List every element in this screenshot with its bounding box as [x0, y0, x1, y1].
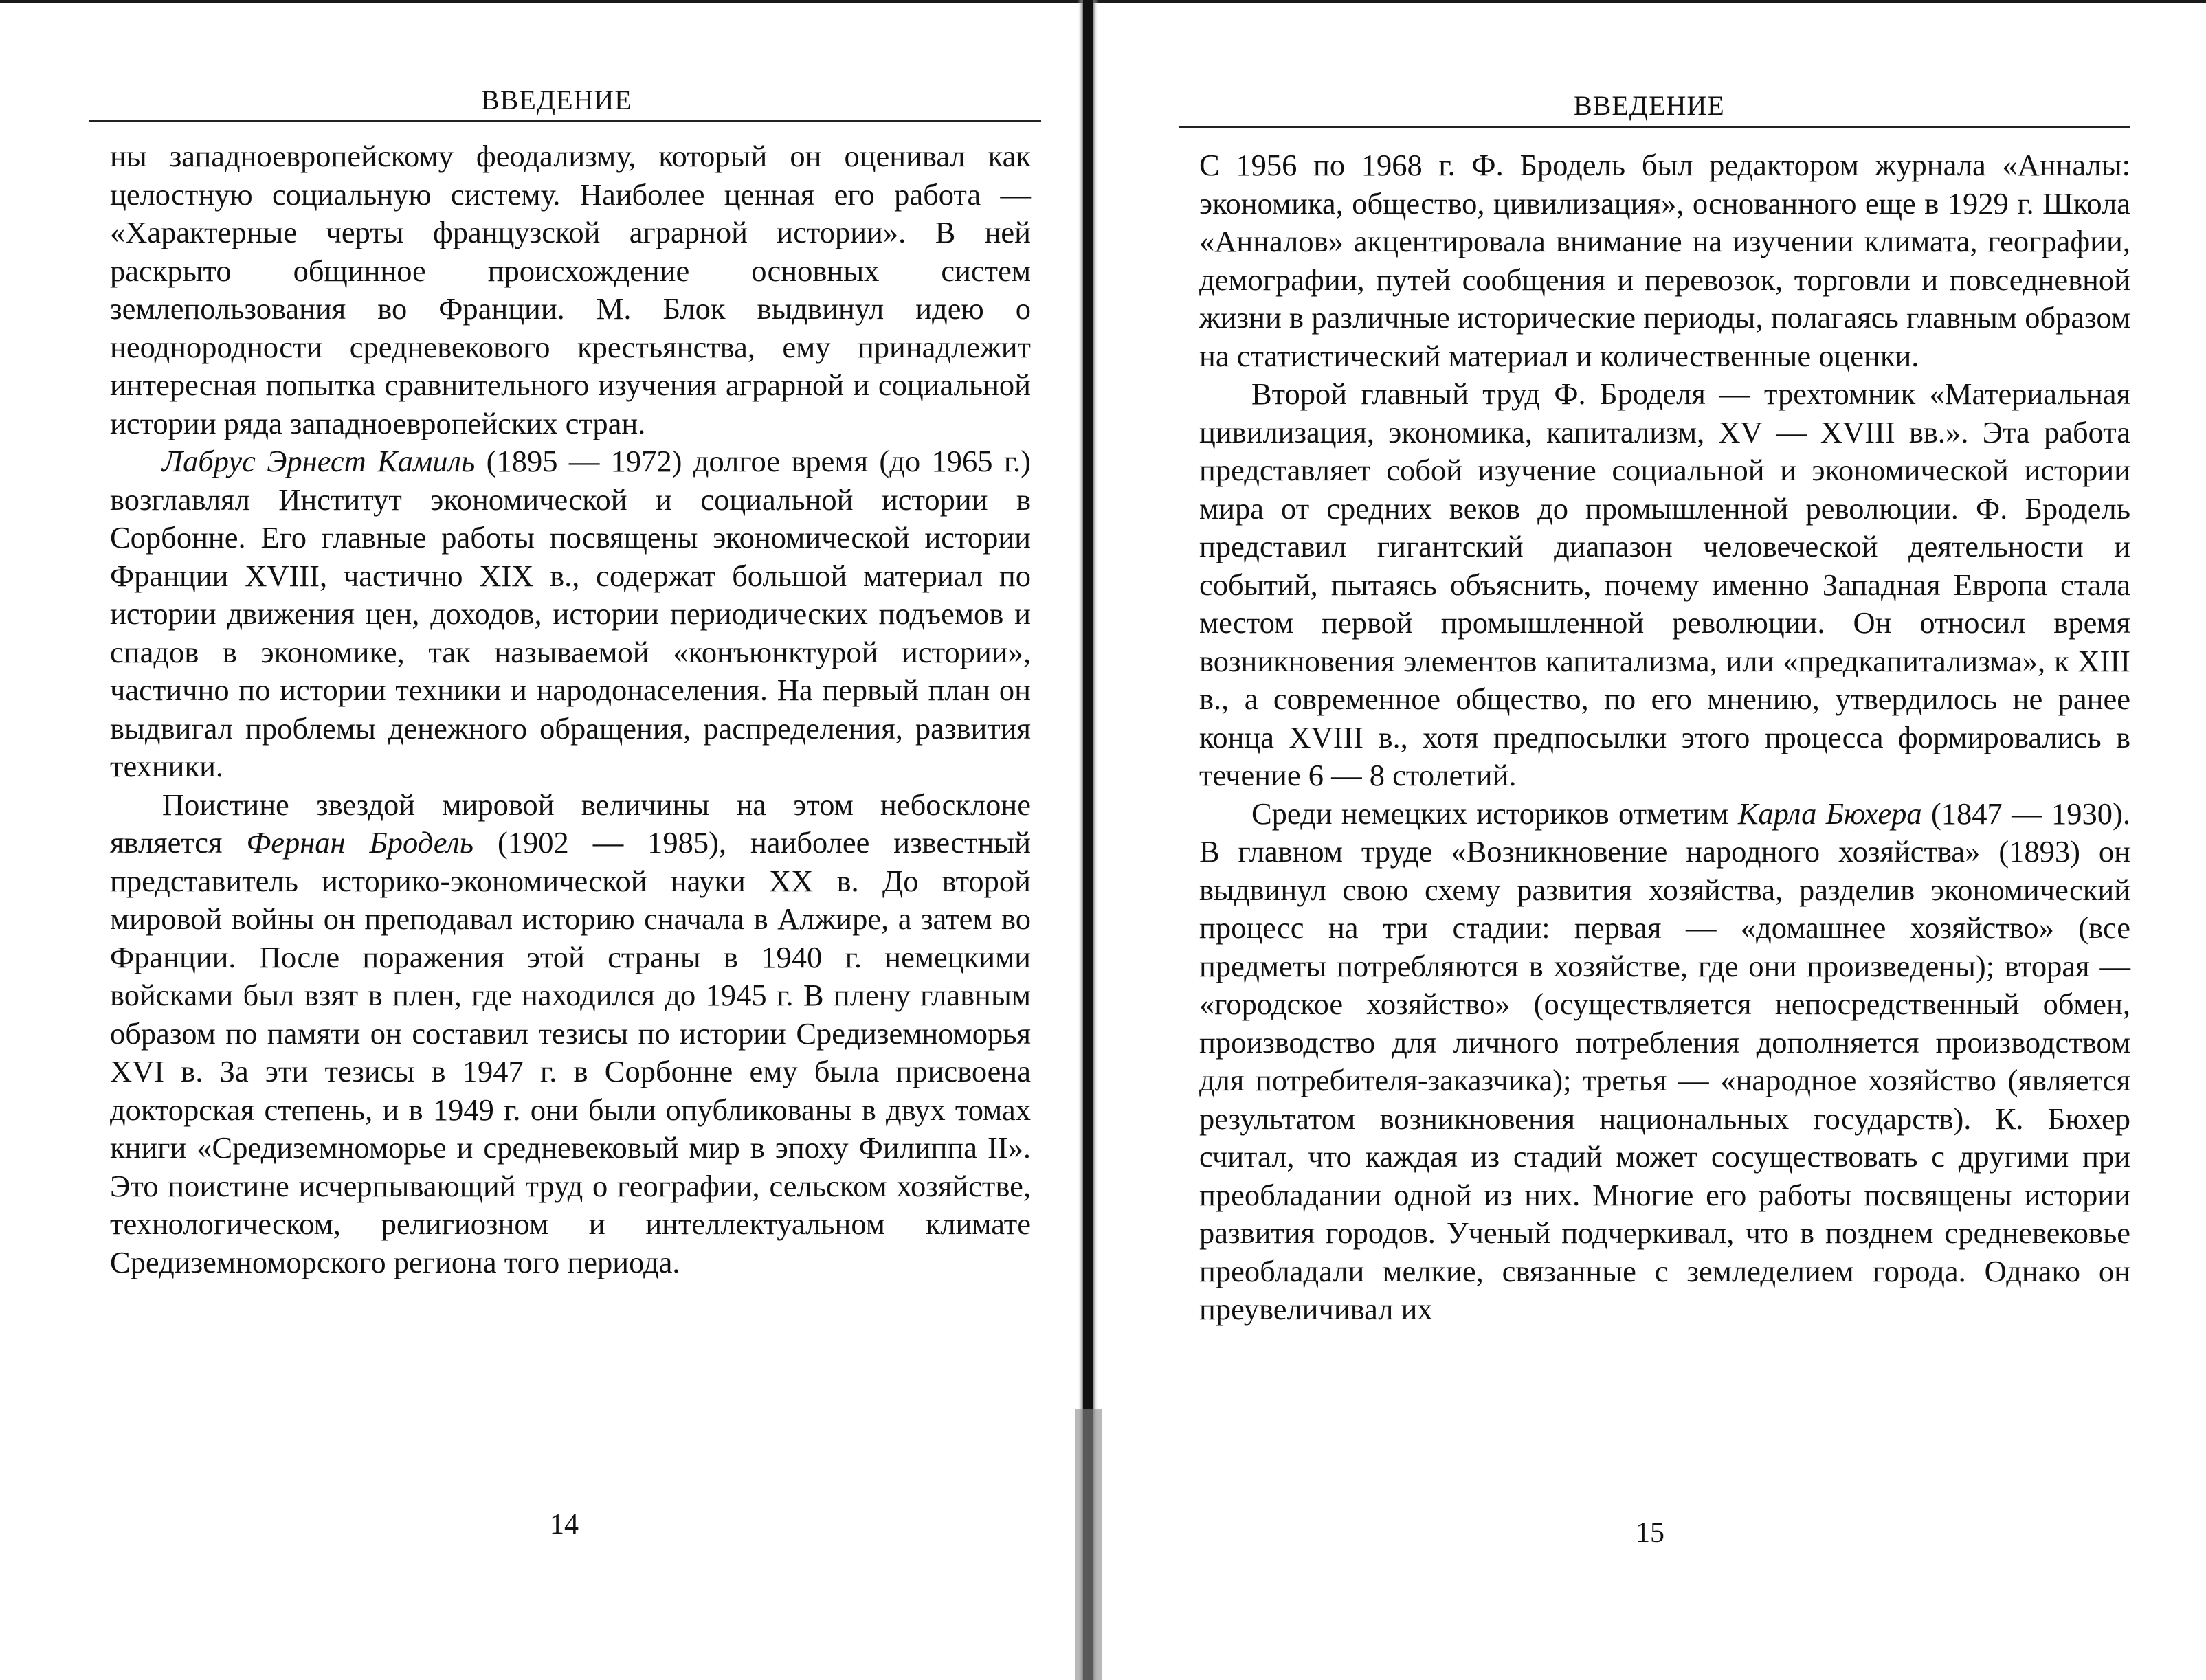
page-body — [1199, 146, 2130, 1329]
text-segment: (1895 — 1972) долгое время (до 1965 г.) возглавлял Институт экономической и социальной истории в Сорбонне. Его главные работы посвящены экономической истории Франции XVIII, частично XIX в., содержат большой материал по истории движения цен, доходов, истории периодических подъемов и спадов в экономике, так называемой «конъюнктурой истории», частично по истории техники и народонаселения. На первый план он выдвигал проблемы денежного обращения, распределения, развития техники. — [110, 444, 1031, 783]
paragraph — [110, 786, 1031, 1282]
text-segment: С 1956 по 1968 г. Ф. Бродель был редактором журнала «Анналы: экономика, общество, цивилизация», основанного еще в 1929 г. Школа «Анналов» акцентировала внимание на изучении климата, географии, демографии, путей сообщения и перевозок, торговли и повседневной жизни в различные исторические периоды, полагаясь главным образом на статистический материал и количественные оценки. — [1199, 148, 2130, 373]
paragraph — [110, 443, 1031, 786]
paragraph — [110, 137, 1031, 443]
text-segment: (1847 — 1930). В главном труде «Возникновение народного хозяйства» (1893) он выдвинул свою схему развития хозяйства, разделив экономический процесс на три стадии: первая — «домашнее хозяйство» (все предметы потребляются в хозяйстве, где они произведены); вторая — «городское хозяйство» (осуществляется непосредственный обмен, производство для личного потребления дополняется производством для потребителя-заказчика); третья — «народное хозяйство (является результатом возникновения национальных государств). К. Бюхер считал, что каждая из стадий может сосуществовать с другими при преобладании одной из них. Многие его работы посвящены истории развития городов. Ученый подчеркивал, что в позднем средневековье преобладали мелкие, связанные с земледелием города. Однако он преувеличивал их — [1199, 796, 2130, 1326]
book-spine-shadow — [1069, 0, 1108, 1680]
header-rule — [1179, 126, 2130, 128]
text-segment: ны западноевропейскому феодализму, который он оценивал как целостную социальную систему. Наиболее ценная его работа — «Характерные черты французской аграрной истории». В ней раскрыто общинное происхождение основных систем землепользования во Франции. М. Блок выдвинул идею о неоднородности средневекового крестьянства, ему принадлежит интересная попытка сравнительного изучения аграрной и социальной истории ряда западноевропейских стран. — [110, 139, 1031, 440]
page-number: 15 — [1636, 1517, 1664, 1549]
header-rule — [89, 120, 1041, 122]
italic-name: Карла Бюхера — [1737, 796, 1922, 831]
text-segment: Поистине звездой мировой величины на этом небосклоне является — [110, 787, 1031, 860]
left-page — [0, 0, 1058, 1680]
paragraph — [1199, 146, 2130, 375]
page-number: 14 — [550, 1509, 579, 1541]
running-header: ВВЕДЕНИЕ — [1574, 90, 1725, 121]
italic-name: Фернан Бродель — [246, 825, 474, 860]
running-header: ВВЕДЕНИЕ — [481, 85, 632, 115]
text-segment: Среди немецких историков отметим — [1251, 796, 1738, 831]
text-segment: Второй главный труд Ф. Броделя — трехтомник «Материальная цивилизация, экономика, капитализм, XV — XVIII вв.». Эта работа представляет собой изучение социальной и экономической истории мира от средних веков до промышленной революции. Ф. Бродель представил гигантский диапазон человеческой деятельности и событий, пытаясь объяснить, почему именно Западная Европа стала местом первой промышленной революции. Он относил время возникновения элементов капитализма, или «предкапитализма», к XIII в., а современное общество, по его мнению, утвердилось не ранее конца XVIII в., хотя предпосылки этого процесса формировались в течение 6 — 8 столетий. — [1199, 377, 2130, 792]
italic-name: Лабрус Эрнест Камиль — [162, 444, 476, 478]
right-page — [1113, 0, 2206, 1680]
text-segment: (1902 — 1985), наиболее известный представитель историко-экономической науки XX в. До второй мировой войны он преподавал историю сначала в Алжире, а затем во Франции. После поражения этой страны в 1940 г. немецкими войсками был взят в плен, где находился до 1945 г. В плену главным образом по памяти он составил тезисы по истории Средиземноморья XVI в. За эти тезисы в 1947 г. в Сорбонне ему была присвоена докторская степень, и в 1949 г. они были опубликованы в двух томах книги «Средиземноморье и средневековый мир в эпоху Филиппа II». Это поистине исчерпывающий труд о географии, сельском хозяйстве, технологическом, религиозном и интеллектуальном климате Средиземноморского региона того периода. — [110, 825, 1031, 1279]
paragraph — [1199, 375, 2130, 795]
page-body — [110, 137, 1031, 1281]
paragraph — [1199, 795, 2130, 1329]
